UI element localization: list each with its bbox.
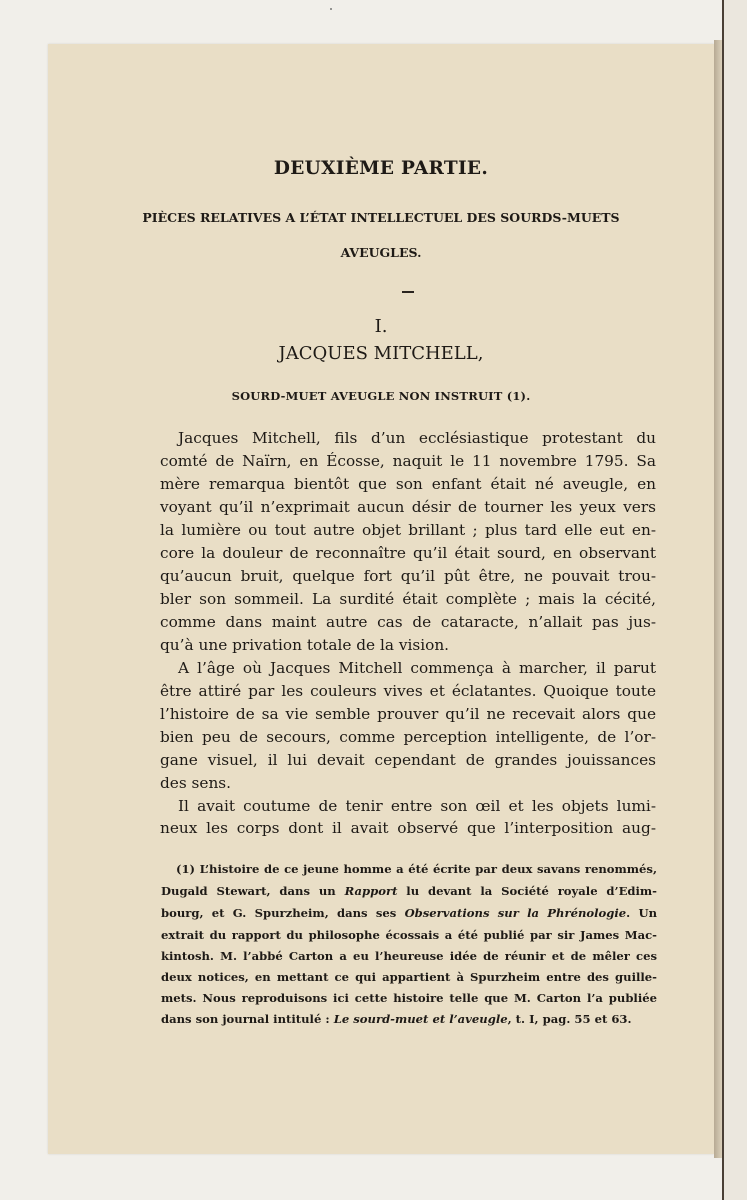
body-line: être attiré par les couleurs vives et éclatantes. Quoique toute — [160, 682, 656, 700]
footnote-line — [161, 990, 657, 1006]
body-line: comme dans maint autre cas de cataracte, n’allait pas jus- — [160, 613, 656, 631]
footnote-line — [161, 883, 657, 899]
footnote-segment: (1) L’histoire de ce jeune homme a été écrite par deux savans renommés, — [176, 862, 657, 876]
section-title: JACQUES MITCHELL, — [278, 343, 484, 364]
footnote-segment: . Un — [626, 906, 657, 920]
footnote-italic-title: Observations sur la Phrénologie — [404, 906, 627, 920]
footnote-italic-title: Rapport — [344, 884, 398, 898]
body-line: la lumière ou tout autre objet brillant ; plus tard elle eut en- — [160, 521, 656, 539]
footnote-line — [161, 905, 657, 921]
body-line: qu’aucun bruit, quelque fort qu’il pût être, ne pouvait trou- — [160, 567, 656, 585]
section-subtitle: SOURD-MUET AVEUGLE NON INSTRUIT (1). — [231, 389, 531, 403]
part-subtitle-line-2: AVEUGLES. — [340, 245, 422, 260]
body-line: A l’âge où Jacques Mitchell commença à marcher, il parut — [178, 659, 656, 677]
footnote-segment: lu devant la Société royale d’Edim- — [397, 884, 657, 898]
body-line: Jacques Mitchell, fils d’un ecclésiastique protestant du — [178, 429, 656, 447]
body-line: l’histoire de sa vie semble prouver qu’il ne recevait alors que — [160, 705, 656, 723]
body-line: Il avait coutume de tenir entre son œil et les objets lumi- — [178, 797, 656, 815]
body-line: comté de Naïrn, en Écosse, naquit le 11 novembre 1795. Sa — [160, 452, 656, 470]
body-line: voyant qu’il n’exprimait aucun désir de tourner les yeux vers — [160, 498, 656, 516]
part-title: DEUXIÈME PARTIE. — [273, 158, 489, 179]
footnote-segment: extrait du rapport du philosophe écossais a été publié par sir James Mac- — [161, 928, 657, 942]
footnote-line — [161, 969, 657, 985]
footnote-segment: bourg, et G. Spurzheim, dans ses — [161, 906, 405, 920]
footnote-segment: mets. Nous reproduisons ici cette histoire telle que M. Carton l’a publiée — [161, 991, 657, 1005]
footnote-segment: deux notices, en mettant ce qui appartient à Spurzheim entre des guille- — [161, 970, 657, 984]
part-subtitle-line-1: PIÈCES RELATIVES A L’ÉTAT INTELLECTUEL DES SOURDS-MUETS — [142, 210, 620, 225]
footnote-line — [176, 861, 657, 877]
footnote-segment: Dugald Stewart, dans un — [161, 884, 345, 898]
body-line: bler son sommeil. La surdité était complète ; mais la cécité, — [160, 590, 656, 608]
body-line: core la douleur de reconnaître qu’il était sourd, en observant — [160, 544, 656, 562]
body-line: qu’à une privation totale de la vision. — [160, 636, 450, 654]
footnote-line — [161, 927, 657, 943]
footnote-segment: kintosh. M. l’abbé Carton a eu l’heureuse idée de réunir et de mêler ces — [161, 949, 657, 963]
body-line: des sens. — [160, 774, 232, 792]
body-line: bien peu de secours, comme perception intelligente, de l’or- — [160, 728, 656, 746]
footnote-segment: dans son journal intitulé : — [161, 1012, 334, 1026]
section-numeral: I. — [374, 316, 388, 337]
next-page-strip — [724, 0, 747, 1200]
body-line: neux les corps dont il avait observé que l’interposition aug- — [160, 819, 656, 837]
footnote-line — [161, 948, 657, 964]
footnote-italic-title: Le sourd-muet et l’aveugle — [333, 1012, 508, 1026]
footnote-line — [161, 1011, 657, 1027]
scan-speck — [330, 8, 332, 10]
body-line: gane visuel, il lui devait cependant de grandes jouissances — [160, 751, 656, 769]
body-line: mère remarqua bientôt que son enfant était né aveugle, en — [160, 475, 656, 493]
footnote-segment: , t. I, pag. 55 et 63. — [507, 1012, 632, 1026]
separator-dash — [402, 291, 414, 293]
